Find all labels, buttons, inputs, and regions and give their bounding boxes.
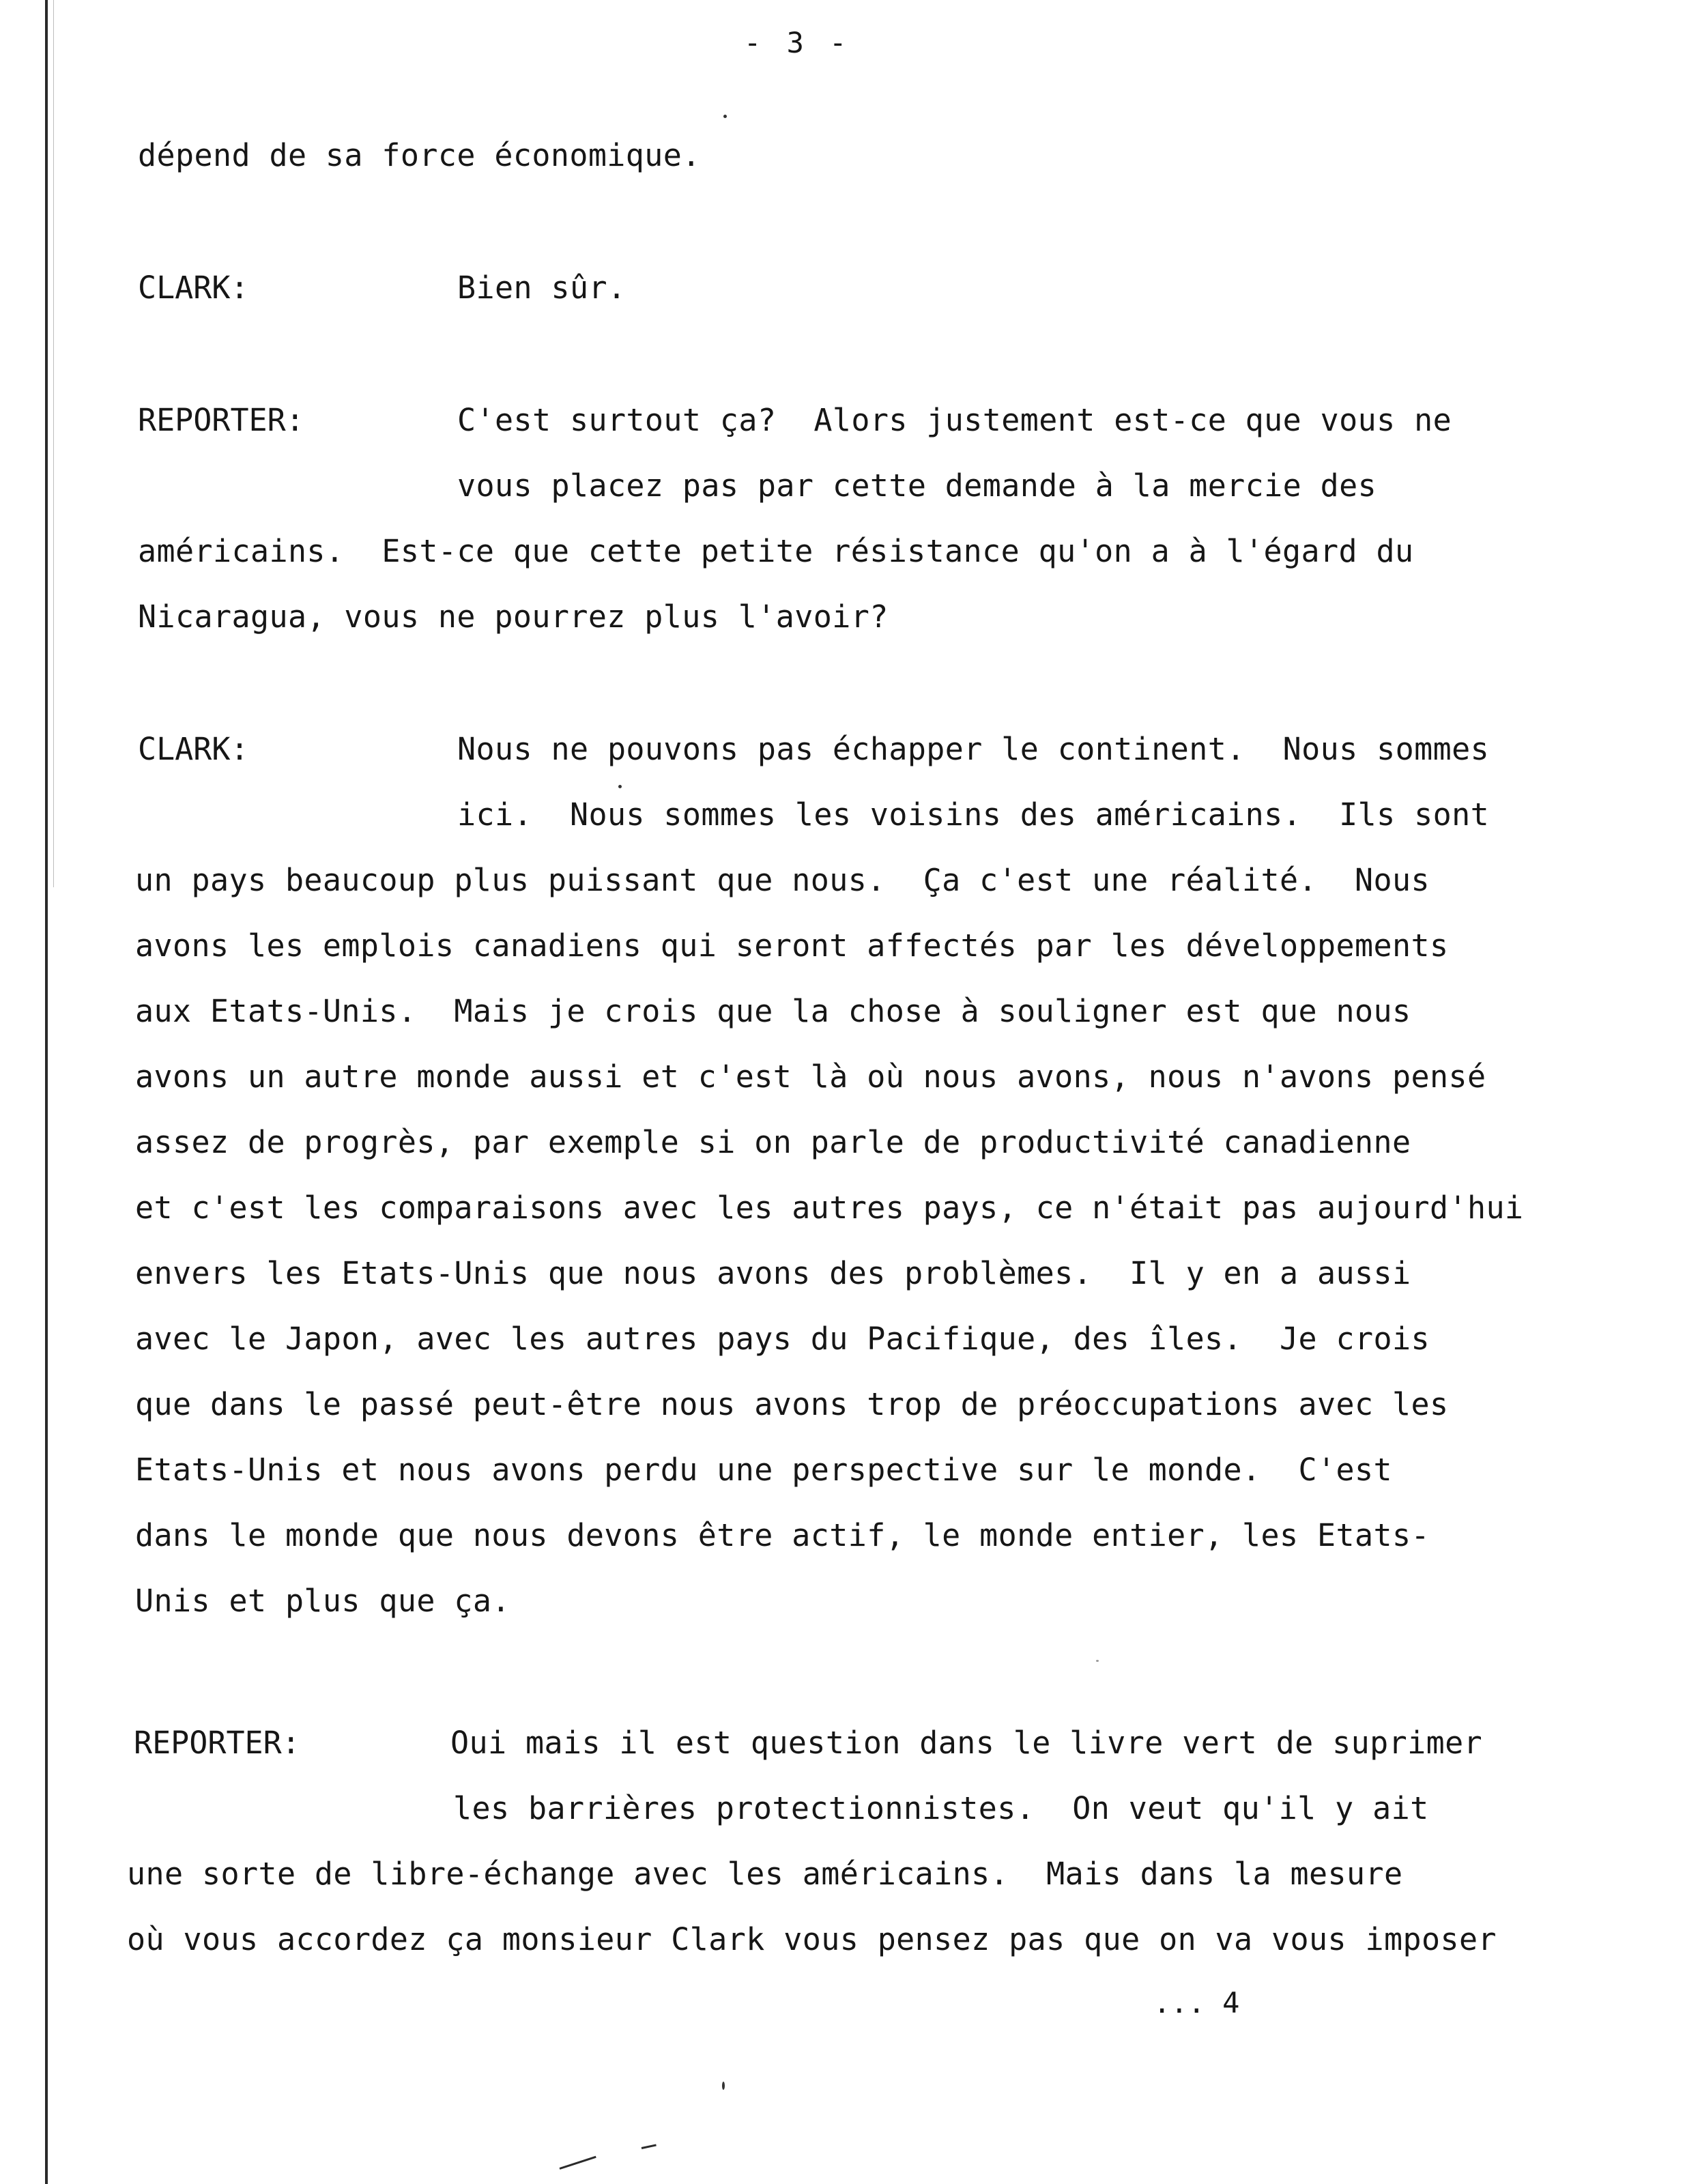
- scan-speck: [618, 785, 622, 788]
- text-line: Nous ne pouvons pas échapper le continent. Nous sommes: [457, 731, 1490, 767]
- text-line: assez de progrès, par exemple si on parle de productivité canadienne: [135, 1124, 1411, 1160]
- speaker-label: REPORTER:: [134, 1725, 300, 1761]
- text-line: vous placez pas par cette demande à la mercie des: [457, 468, 1377, 504]
- text-line: envers les Etats-Unis que nous avons des problèmes. Il y en a aussi: [135, 1255, 1411, 1291]
- text-line: une sorte de libre-échange avec les américains. Mais dans la mesure: [127, 1856, 1403, 1892]
- text-line: Bien sûr.: [457, 270, 626, 306]
- text-line: Nicaragua, vous ne pourrez plus l'avoir?: [138, 599, 889, 635]
- text-line: avons un autre monde aussi et c'est là où nous avons, nous n'avons pensé: [135, 1059, 1486, 1095]
- scan-mark: [642, 2144, 657, 2149]
- text-line: dans le monde que nous devons être actif, le monde entier, les Etats-: [135, 1517, 1430, 1553]
- text-line: Oui mais il est question dans le livre vert de suprimer: [450, 1725, 1483, 1761]
- speaker-label: CLARK:: [138, 731, 249, 767]
- text-line: américains. Est-ce que cette petite résistance qu'on a à l'égard du: [138, 533, 1414, 569]
- text-line: avec le Japon, avec les autres pays du Pacifique, des îles. Je crois: [135, 1321, 1430, 1357]
- text-line: avons les emplois canadiens qui seront affectés par les développements: [135, 928, 1449, 964]
- text-line: C'est surtout ça? Alors justement est-ce que vous ne: [457, 402, 1452, 438]
- scan-mark: [560, 2156, 596, 2170]
- page-number: - 3 -: [744, 26, 851, 59]
- text-line: ici. Nous sommes les voisins des américains. Ils sont: [457, 796, 1490, 833]
- text-line: où vous accordez ça monsieur Clark vous pensez pas que on va vous imposer: [127, 1921, 1497, 1957]
- scan-edge-line: [45, 0, 48, 2184]
- speaker-label: CLARK:: [138, 270, 249, 306]
- speaker-label: REPORTER:: [138, 402, 304, 438]
- scan-edge-faint-line: [53, 0, 54, 887]
- scan-speck: [1096, 1660, 1099, 1662]
- text-line: aux Etats-Unis. Mais je crois que la chose à souligner est que nous: [135, 993, 1411, 1029]
- text-line: que dans le passé peut-être nous avons trop de préoccupations avec les: [135, 1386, 1449, 1422]
- text-line: Etats-Unis et nous avons perdu une perspective sur le monde. C'est: [135, 1452, 1392, 1488]
- text-line: dépend de sa force économique.: [138, 137, 701, 173]
- text-line: les barrières protectionnistes. On veut qu'il y ait: [453, 1790, 1429, 1826]
- text-line: et c'est les comparaisons avec les autres pays, ce n'était pas aujourd'hui: [135, 1190, 1524, 1226]
- scan-speck: [722, 2082, 725, 2090]
- text-line: un pays beaucoup plus puissant que nous. Ça c'est une réalité. Nous: [135, 862, 1430, 898]
- continued-marker: ... 4: [1153, 1986, 1240, 2020]
- text-line: Unis et plus que ça.: [135, 1583, 510, 1619]
- scan-speck: [723, 115, 727, 118]
